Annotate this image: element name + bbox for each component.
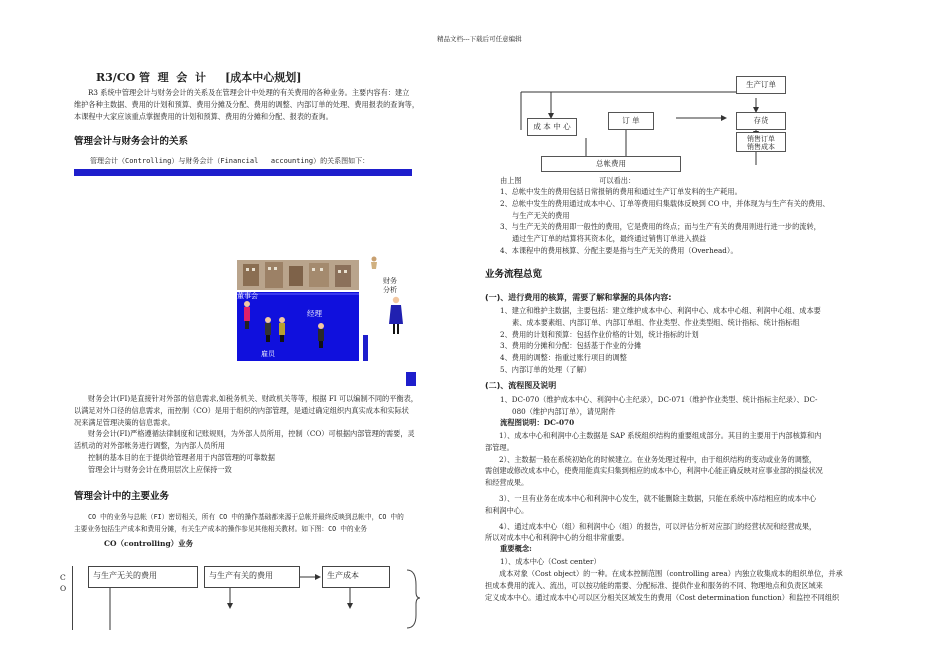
diagram-right-bar: [363, 335, 368, 361]
analyst-icon: [388, 296, 404, 336]
cost-center-line: 担成本费用的流入、流出，可以按功能的需要、分配标准、提供作业和服务的不同、物理地点和负责区域来: [485, 580, 823, 590]
co-intro-line: CO 中的业务与总帐（FI）密切相关，所有 CO 中的操作基础都来源于总帐并最终反映到总帐中，CO 中的: [88, 513, 404, 521]
observation-item: 1、总帐中发生的费用包括日常报销的费用和通过生产订单发料的生产耗用。: [500, 187, 742, 196]
from-figure-line: 由上图 可以看出：: [500, 176, 636, 185]
co-flow-arrows: [80, 560, 420, 640]
observation-item: 3、与生产无关的费用即一般性的费用，它是费用的终点；而与生产有关的费用则进行进一步的流转，: [500, 222, 821, 232]
dc070-paragraph: [485, 430, 823, 544]
people-icon: [237, 258, 359, 361]
staff-label: 雇员: [261, 350, 275, 358]
content-item: 5、内部订单的处理（了解）: [500, 364, 591, 374]
dc070-line: 4）、通过成本中心（组）和利润中心（组）的报告，可以评估分析对应部门的经营状况和经营成果，: [499, 521, 817, 531]
subheading-accounting: (一)、进行费用的核算，需要了解和掌握的具体内容:: [485, 293, 672, 302]
accounting-content-list: [500, 305, 821, 376]
content-item: 3、费用的分摊和分配：包括基于作业的分摊: [500, 341, 642, 351]
manager-label: 经理: [307, 309, 322, 318]
fi-line: 财务会计(FI)是直接针对外部的信息需求,如税务机关、财政机关等等，根据 FI 可以编制不同的平衡表，: [88, 394, 418, 403]
sales-cost-line: 销售订单: [747, 135, 775, 143]
page-title: R3/CO 管 理 会 计 [成本中心规划]: [96, 71, 302, 84]
intro-paragraph: [74, 87, 419, 122]
flow-title: 流程图说明：DC-070: [500, 418, 575, 427]
co-side-letter: O: [60, 584, 67, 593]
observation-item: 4、本课程中的费用核算、分配主要是指与生产无关的费用（Overhead）。: [500, 245, 738, 255]
observation-item: 2、总帐中发生的费用通过成本中心、订单等费用归集载体反映到 CO 中，并体现为与生产有关的费用、: [500, 198, 830, 208]
order-box: 订 单: [608, 112, 654, 130]
cost-center-line: 成本对象（Cost object）的一种。在成本控制范围（controlling area）内独立收集成本的组织单位，并承: [499, 569, 843, 578]
section-heading-relation: 管理会计与财务会计的关系: [74, 136, 189, 147]
cost-center-paragraph: [485, 568, 843, 603]
dc070-line: 2）、主数据一般在系统初始化的时候建立。在业务处理过程中，由于组织结构的变动或业务的调整，: [499, 454, 817, 464]
content-item: 素、成本要素组、内部订单、内部订单组、作业类型、作业类型组、统计指标、统计指标组: [512, 317, 800, 327]
co-intro-line: 主要业务包括生产成本和费用分摊，有关生产成本的操作参见其他相关教材。如下图：CO 中的业务: [74, 524, 367, 533]
fi-line: 控制的基本目的在于提供给管理者用于内部管理的可靠数据: [88, 452, 275, 462]
board-label: 董事会: [237, 292, 258, 300]
content-item: 2、费用的计划和预算：包括作业价格的计划，统计指标的计划: [500, 329, 699, 339]
dc-list: [500, 394, 817, 418]
observation-item: 通过生产订单的结算将其资本化，最终通过销售订单进入损益: [512, 234, 707, 244]
content-item: 4、费用的调整：指重过账行项目的调整: [500, 353, 627, 363]
relation-line: 管理会计（Controlling）与财务会计（Financial accounting）的关系图如下：: [90, 157, 370, 165]
co-side-letter: C: [60, 573, 66, 582]
fi-line: 况来满足管理决策的信息需求。: [74, 417, 175, 427]
diagram-top-bar: [74, 169, 412, 176]
dc-item: 080（维护内部订单），请见附件: [512, 406, 616, 416]
finance-label-line: 分析: [383, 286, 397, 294]
dc070-line: 所以对成本中心和利润中心的分组非常重要。: [485, 533, 629, 543]
co-side-label: [60, 572, 66, 594]
intro-line: 维护各种主数据、费用的计划和预算、费用分摊及分配、费用的调整、内部订单的处理、费用报表的查询等，: [74, 99, 420, 109]
dc070-line: 和利润中心。: [485, 505, 529, 515]
co-side-bracket: [72, 566, 73, 630]
cost-center-box: 成 本 中 心: [527, 118, 577, 136]
fi-line: 财务会计(FI)严格遵循法律制度和记账规则，为外部人员所用，控制（CO）可根据内部管理的需要，灵: [88, 429, 415, 439]
dc070-line: 需创建或修改成本中心，使费用能真实归集到相应的成本中心，利润中心能正确反映对应事业部的损益状况: [485, 466, 823, 476]
key-concepts-label: 重要概念:: [500, 544, 532, 553]
top-note: 精品文档---下载后可任意编辑: [437, 35, 522, 43]
intro-line: R3 系统中管理会计与财务会计的关系及在管理会计中处理的有关费用的各种业务。主要内容有：建立: [88, 88, 410, 97]
co-caption: CO（controlling）业务: [104, 539, 194, 548]
intro-line: 本课程中大家应该重点掌握费用的计划和预算、费用的分摊和分配、报表的查询。: [74, 111, 333, 121]
subheading-flowchart: (二)、流程图及说明: [485, 381, 557, 390]
sales-cost-box: [736, 132, 786, 152]
concept-cost-center: 1）、成本中心（Cost center）: [500, 557, 601, 566]
inventory-box: 存货: [736, 112, 786, 130]
org-illustration: [237, 258, 359, 361]
finance-label: [383, 277, 397, 295]
person-icon: [244, 301, 250, 329]
observations-list: [500, 186, 830, 257]
dc070-line: 1）、成本中心和利润中心主数据是 SAP 系统组织结构的重要组成部分。其目的主要用于内部核算和内: [499, 431, 822, 440]
content-item: 1、建立和维护主数据，主要包括：建立维护成本中心、利润中心、成本中心组、利润中心组、成本要: [500, 306, 821, 315]
fi-line: 管理会计与财务会计在费用层次上应保持一致: [88, 464, 232, 474]
observation-item: 与生产无关的费用: [512, 210, 570, 220]
production-order-box: 生产订单: [736, 76, 786, 94]
fi-paragraph: [74, 393, 418, 476]
cost-center-line: 定义成本中心。通过成本中心可以区分相关区域发生的费用（Cost determination function）和监控不同组织: [485, 592, 840, 602]
fi-line: 以满足对外口径的信息需求，而控制（CO）是用于组织的内部管理，是通过确定组织内真实成本和实际状: [74, 405, 409, 415]
fi-line: 活机动的对外部帐务进行调整，为内部人员所用: [74, 441, 225, 451]
sales-cost-line: 销售成本: [747, 143, 775, 151]
flow-box-nonproduction: 与生产无关的费用: [88, 566, 198, 588]
co-intro-paragraph: [74, 512, 404, 536]
section-heading-main-business: 管理会计中的主要业务: [74, 491, 170, 502]
gl-expense-box: 总帐费用: [541, 156, 681, 172]
dc070-line: 部管理。: [485, 442, 514, 452]
dc070-line: 和经营成果。: [485, 478, 529, 488]
flow-box-production-cost: 生产成本: [322, 566, 390, 588]
person-small-icon: [368, 256, 380, 270]
dc070-line: 3）、一旦有业务在成本中心和利润中心发生，就不能删除主数据，只能在系统中冻结相应的成本中心: [499, 493, 817, 503]
diagram-corner-mark: [406, 372, 416, 386]
dc-item: 1、DC-070（维护成本中心、利润中心主纪录），DC-071（维护作业类型、统计指标主纪录）、DC-: [500, 395, 818, 404]
flow-box-production: 与生产有关的费用: [204, 566, 300, 588]
section-heading-process-overview: 业务流程总览: [485, 269, 543, 280]
finance-label-line: 财务: [383, 277, 397, 285]
